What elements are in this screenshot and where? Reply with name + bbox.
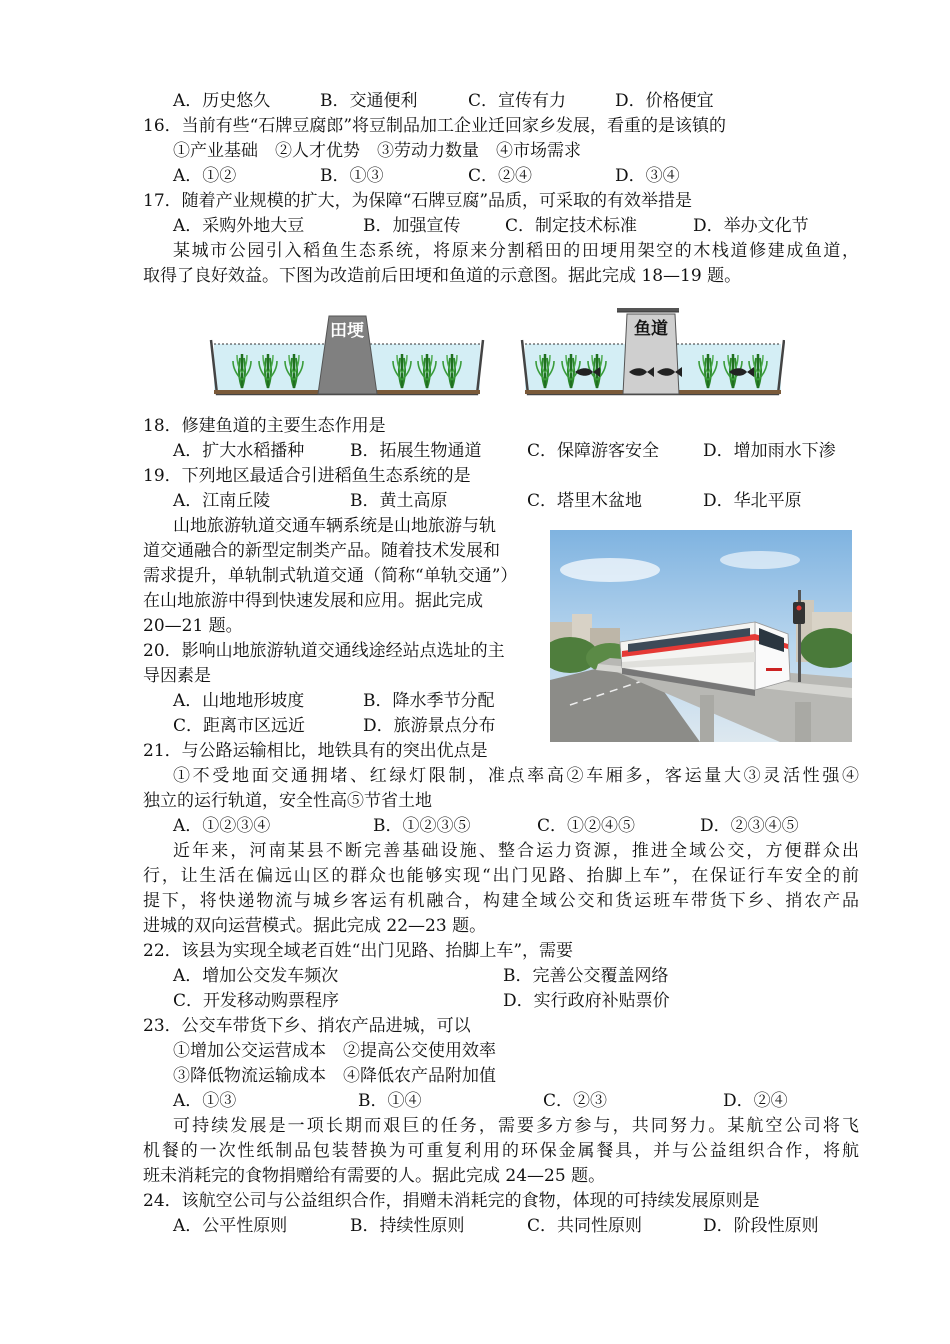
q24-option-a: A．公平性原则	[173, 1216, 288, 1236]
monorail-train-photo	[550, 530, 852, 742]
q23-option-c: C．②③	[543, 1091, 608, 1111]
intro-20-21-line-4: 在山地旅游中得到快速发展和应用。据此完成	[143, 591, 483, 611]
q21-option-d: D．②③④⑤	[700, 816, 799, 836]
q15-option-a: A．历史悠久	[173, 91, 271, 111]
intro-18-19-line-2: 取得了良好效益。下图为改造前后田埂和鱼道的示意图。据此完成 18—19 题。	[143, 266, 742, 286]
q16-option-a: A．①②	[173, 166, 237, 186]
intro-20-21-line-2: 道交通融合的新型定制类产品。随着技术发展和	[143, 541, 500, 561]
q24-option-b: B．持续性原则	[350, 1216, 465, 1236]
q23-items-line-2: ③降低物流运输成本 ④降低农产品附加值	[173, 1066, 496, 1086]
q22-option-c: C．开发移动购票程序	[173, 991, 340, 1011]
ridge-panel	[211, 316, 483, 394]
q17-option-d: D．举办文化节	[693, 216, 809, 236]
q18-option-b: B．拓展生物通道	[350, 441, 482, 461]
intro-22-23-line-4: 进城的双向运营模式。据此完成 22—23 题。	[143, 916, 487, 936]
q20-option-a: A．山地地形坡度	[173, 691, 305, 711]
intro-20-21-line-3: 需求提升，单轨制式轨道交通（简称“单轨交通”）	[143, 566, 518, 586]
q17-stem: 17．随着产业规模的扩大，为保障“石牌豆腐”品质，可采取的有效举措是	[143, 191, 693, 211]
q18-option-c: C．保障游客安全	[527, 441, 660, 461]
q20-option-b: B．降水季节分配	[363, 691, 495, 711]
q20-stem-line-1: 20．影响山地旅游轨道交通线途经站点选址的主	[143, 641, 505, 661]
q19-option-b: B．黄土高原	[350, 491, 448, 511]
q21-stem: 21．与公路运输相比，地铁具有的突出优点是	[143, 741, 488, 761]
intro-24-25-line-2: 机餐的一次性纸制品包装替换为可重复利用的环保金属餐具，并与公益组织合作，将航	[143, 1141, 859, 1161]
intro-22-23-line-2: 行，让生活在偏远山区的群众也能够实现“出门见路、抬脚上车”，在保证行车安全的前	[143, 866, 859, 886]
q16-stem: 16．当前有些“石牌豆腐郎”将豆制品加工企业迁回家乡发展，看重的是该镇的	[143, 116, 727, 136]
intro-20-21-line-5: 20—21 题。	[143, 616, 243, 636]
q21-items-line-2: 独立的运行轨道，安全性高⑤节省土地	[143, 791, 432, 811]
ridge-fishway-diagram	[205, 306, 785, 410]
intro-18-19-line-1: 某城市公园引入稻鱼生态系统，将原来分割稻田的田埂用架空的木栈道修建成鱼道，	[173, 241, 859, 261]
intro-22-23-line-3: 提下，将快递物流与城乡客运有机融合，构建全域公交和货运班车带货下乡、捎农产品	[143, 891, 859, 911]
q16-items: ①产业基础 ②人才优势 ③劳动力数量 ④市场需求	[173, 141, 581, 161]
q21-option-a: A．①②③④	[173, 816, 271, 836]
q24-option-d: D．阶段性原则	[703, 1216, 819, 1236]
intro-24-25-line-3: 班未消耗完的食物捐赠给有需要的人。据此完成 24—25 题。	[143, 1166, 606, 1186]
q19-stem: 19．下列地区最适合引进稻鱼生态系统的是	[143, 466, 471, 486]
q15-option-b: B．交通便利	[320, 91, 418, 111]
q20-stem-line-2: 导因素是	[143, 666, 211, 686]
ridge-label: 田埂	[330, 321, 364, 341]
q20-option-c: C．距离市区远近	[173, 716, 306, 736]
q24-stem: 24．该航空公司与公益组织合作，捐赠未消耗完的食物，体现的可持续发展原则是	[143, 1191, 760, 1211]
q19-option-c: C．塔里木盆地	[527, 491, 643, 511]
q22-option-d: D．实行政府补贴票价	[503, 991, 670, 1011]
q22-option-a: A．增加公交发车频次	[173, 966, 339, 986]
q21-option-c: C．①②④⑤	[537, 816, 636, 836]
q23-option-a: A．①③	[173, 1091, 237, 1111]
q23-items-line-1: ①增加公交运营成本 ②提高公交使用效率	[173, 1041, 496, 1061]
fishway-panel	[522, 308, 784, 394]
intro-20-21-line-1: 山地旅游轨道交通车辆系统是山地旅游与轨	[173, 516, 496, 536]
q23-stem: 23．公交车带货下乡、捎农产品进城，可以	[143, 1016, 471, 1036]
q17-option-c: C．制定技术标准	[505, 216, 638, 236]
q23-option-b: B．①④	[358, 1091, 422, 1111]
q21-items-line-1: ①不受地面交通拥堵、红绿灯限制，准点率高②车厢多，客运量大③灵活性强④	[173, 766, 859, 786]
q24-option-c: C．共同性原则	[527, 1216, 643, 1236]
q17-option-a: A．采购外地大豆	[173, 216, 305, 236]
q21-option-b: B．①②③⑤	[373, 816, 471, 836]
q19-option-a: A．江南丘陵	[173, 491, 271, 511]
q18-option-d: D．增加雨水下渗	[703, 441, 836, 461]
q16-option-d: D．③④	[615, 166, 680, 186]
q23-option-d: D．②④	[723, 1091, 788, 1111]
q16-option-b: B．①③	[320, 166, 384, 186]
fishway-label: 鱼道	[634, 319, 668, 339]
q22-option-b: B．完善公交覆盖网络	[503, 966, 669, 986]
intro-22-23-line-1: 近年来，河南某县不断完善基础设施、整合运力资源，推进全域公交，方便群众出	[173, 841, 859, 861]
q18-option-a: A．扩大水稻播种	[173, 441, 305, 461]
q18-stem: 18．修建鱼道的主要生态作用是	[143, 416, 386, 436]
q17-option-b: B．加强宣传	[363, 216, 461, 236]
intro-24-25-line-1: 可持续发展是一项长期而艰巨的任务，需要多方参与，共同努力。某航空公司将飞	[173, 1116, 859, 1136]
q15-option-d: D．价格便宜	[615, 91, 714, 111]
q19-option-d: D．华北平原	[703, 491, 802, 511]
q16-option-c: C．②④	[468, 166, 533, 186]
q15-option-c: C．宣传有力	[468, 91, 567, 111]
q20-option-d: D．旅游景点分布	[363, 716, 496, 736]
q22-stem: 22．该县为实现全域老百姓“出门见路、抬脚上车”，需要	[143, 941, 574, 961]
